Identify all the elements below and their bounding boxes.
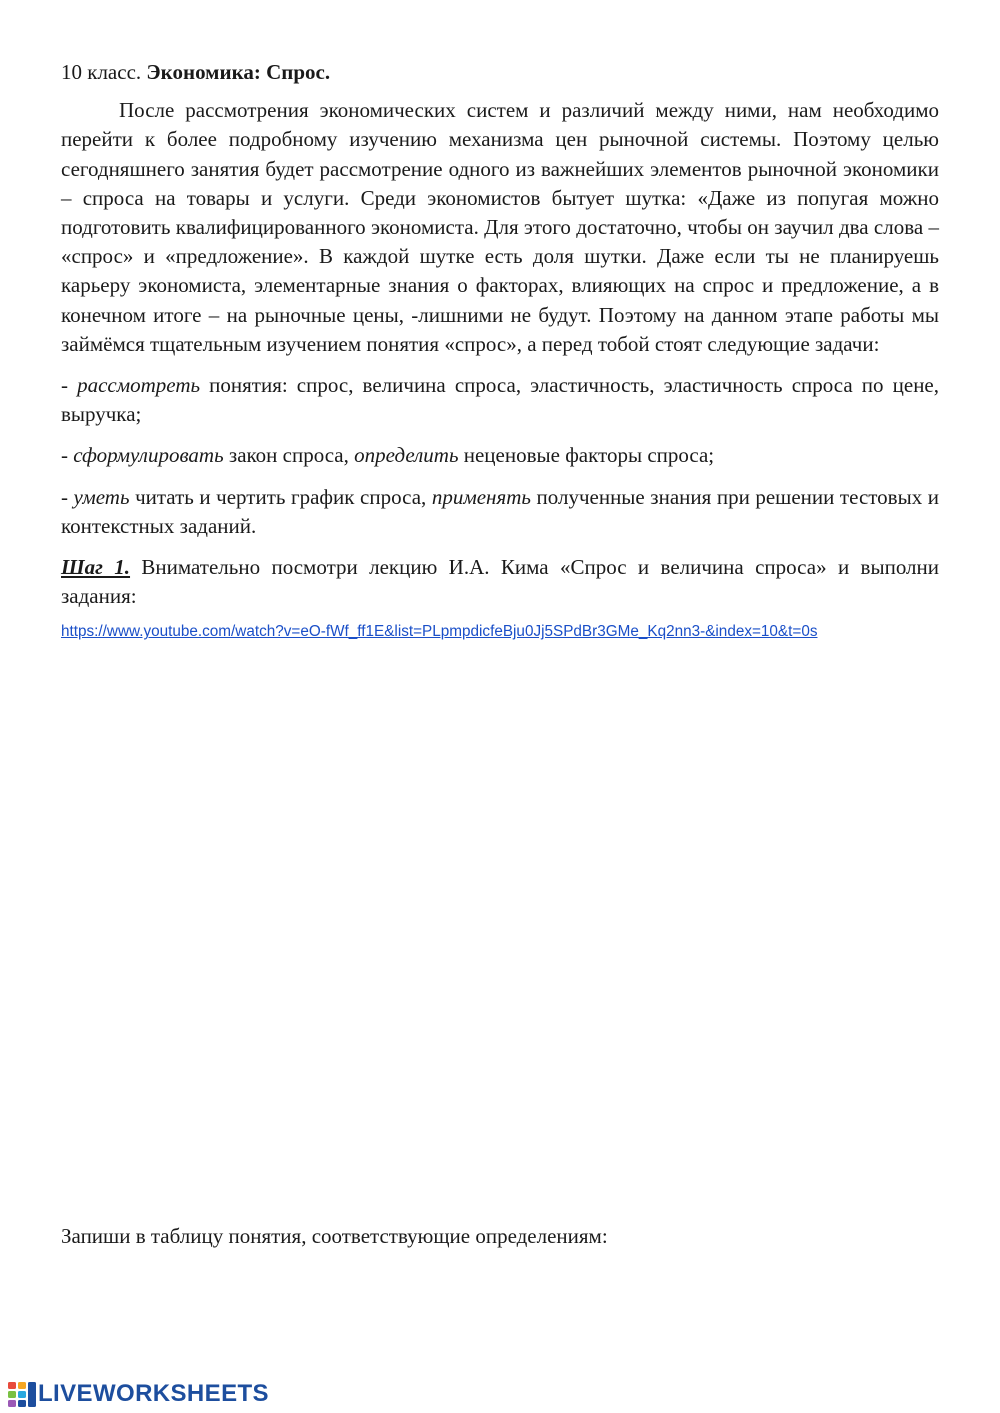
task-verb: применять: [431, 484, 531, 509]
task-item: - сформулировать закон спроса, определить неценовые факторы спроса;: [61, 443, 715, 468]
task-verb: определить: [354, 443, 459, 468]
task-item: - рассмотреть понятия: спрос, величина спроса, эластичность, эластичность спроса по цене, выручка;: [61, 373, 939, 427]
liveworksheets-logo-icon: [7, 1381, 37, 1408]
logo-text: LIVEWORKSHEETS: [38, 1380, 269, 1407]
task-verb: рассмотреть: [77, 373, 201, 398]
task-verb: уметь: [73, 484, 130, 509]
task-verb: сформулировать: [73, 443, 224, 468]
step-1-instruction: Шаг 1. Внимательно посмотри лекцию И.А. Кима «Спрос и величина спроса» и выполни задания:: [61, 555, 939, 609]
intro-paragraph: После рассмотрения экономических систем и различий между ними, нам необходимо перейти к более подробному изучению механизма цен рыночной системы. Поэтому целью сегодняшнего занятия будет рассмотрение одного из важнейших элементов рыночной экономики – спроса на товары и услуги. Среди экономистов бытует шутка: «Даже из попугая можно подготовить квалифицированного экономиста. Для этого достаточно, чтобы он заучил два слова – «спрос» и «предложение». В каждой шутке есть доля шутки. Даже если ты не планируешь карьеру экономиста, элементарные знания о факторах, влияющих на спрос и предложение, а в конечном итоге – на рыночные цены, -лишними не будут. Поэтому на данном этапе работы мы займёмся тщательным изучением понятия «спрос», а перед тобой стоят следующие задачи:: [61, 98, 939, 356]
topic-title: Экономика: Спрос.: [146, 60, 331, 84]
step-1-label: Шаг 1.: [61, 555, 131, 580]
document-body: [61, 58, 939, 641]
grade-label: 10 класс.: [61, 60, 142, 84]
task-item: - уметь читать и чертить график спроса, применять полученные знания при решении тестовых и контекстных заданий.: [61, 484, 939, 538]
table-instruction: Запиши в таблицу понятия, соответствующие определениям:: [61, 1224, 608, 1248]
liveworksheets-logo[interactable]: [7, 1380, 269, 1408]
page-title: [61, 58, 939, 87]
lecture-video-link[interactable]: https://www.youtube.com/watch?v=eO-fWf_ff1E&list=PLpmpdicfeBju0Jj5SPdBr3GMe_Kq2nn3-&index=10&t=0s: [61, 623, 818, 641]
